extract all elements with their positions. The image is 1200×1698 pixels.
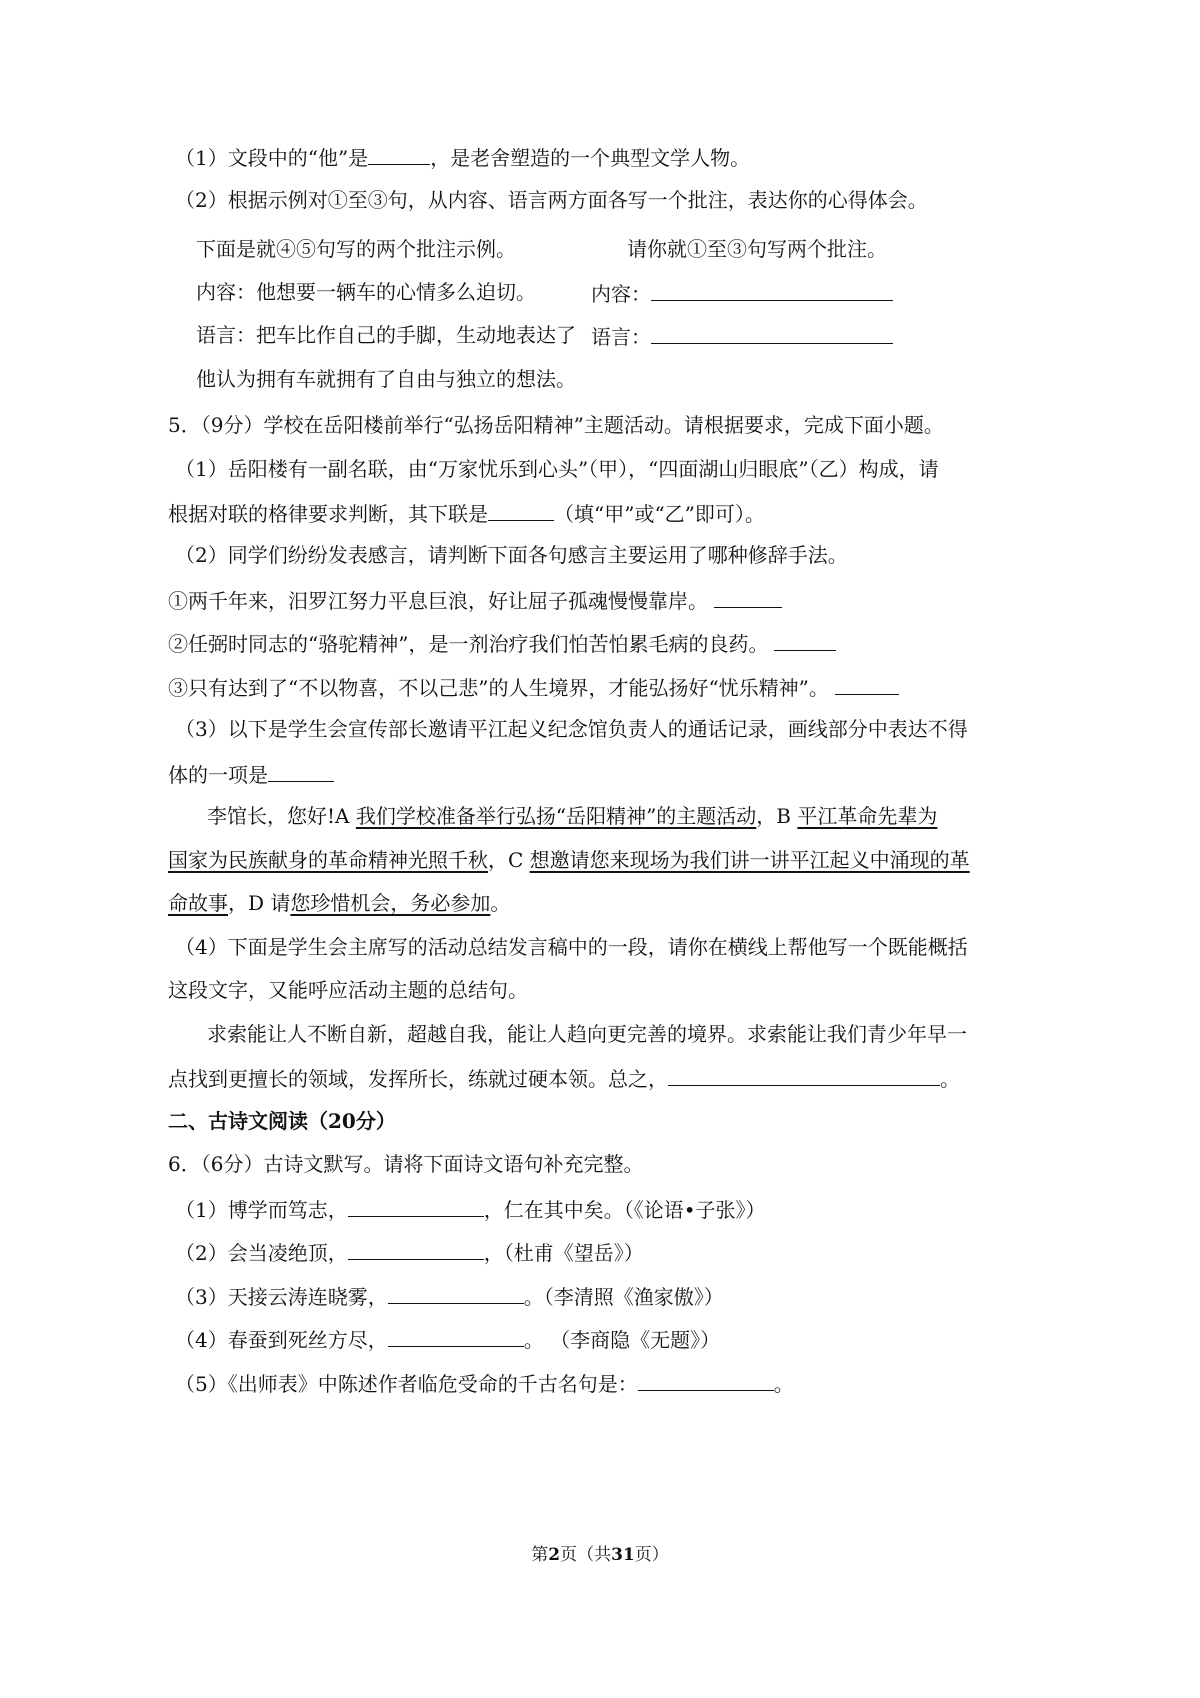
q6-item-text: （2）会当凌绝顶， <box>175 1241 348 1265</box>
answer-language <box>591 321 893 351</box>
dialog-text: ，C <box>488 848 530 872</box>
answer-blank[interactable] <box>835 672 899 695</box>
poem-blank[interactable] <box>348 1194 484 1217</box>
answer-blank[interactable] <box>714 585 782 608</box>
q4-sub1-text: （1）文段中的“他”是 <box>175 146 369 170</box>
footer-text: 页（共 <box>560 1545 612 1565</box>
q5-sub1-text: 根据对联的格律要求判断，其下联是 <box>168 502 488 526</box>
q5-item3-text: ③只有达到了“不以物喜，不以己悲”的人生境界，才能弘扬好“忧乐精神”。 <box>168 676 829 700</box>
footer-text: 第 <box>531 1545 549 1565</box>
poem-blank[interactable] <box>348 1237 484 1260</box>
example-language-cont: 他认为拥有车就拥有了自由与独立的想法。 <box>196 367 576 391</box>
underlined-option-b: 平江革命先辈为 <box>797 804 938 828</box>
dialog-text: 。 <box>490 891 511 915</box>
answer-language-label: 语言： <box>591 325 651 349</box>
q5-item1 <box>168 585 782 615</box>
answer-blank[interactable] <box>774 628 836 651</box>
underlined-option-c-cont: 命故事 <box>168 891 228 915</box>
passage-line2 <box>168 1063 960 1093</box>
q6-item3 <box>175 1281 724 1311</box>
page-footer <box>0 1543 1200 1567</box>
summary-blank[interactable] <box>668 1063 940 1086</box>
q5-sub3-text: 体的一项是 <box>168 763 268 787</box>
page-number: 2 <box>548 1545 561 1565</box>
q6-item-text: ，仁在其中矣。（《论语•子张》） <box>483 1198 766 1222</box>
underlined-option-c: 想邀请您来现场为我们讲一讲平江起义中涌现的革 <box>529 848 970 872</box>
answer-content <box>591 278 893 308</box>
answer-blank[interactable] <box>268 759 334 782</box>
q5-item1-text: ①两千年来，汨罗江努力平息巨浪，好让屈子孤魂慢慢靠岸。 <box>168 589 708 613</box>
answer-blank[interactable] <box>368 142 430 165</box>
task-intro: 请你就①至③句写两个批注。 <box>627 237 887 261</box>
footer-text: 页） <box>634 1545 669 1565</box>
underlined-option-b-cont: 国家为民族献身的革命精神光照千秋 <box>168 848 488 872</box>
q5-sub1-line2 <box>168 498 765 528</box>
q6-item-text: 。（李清照《渔家傲》） <box>523 1285 724 1309</box>
q5-item3 <box>168 672 899 702</box>
answer-blank[interactable] <box>488 498 554 521</box>
dialog-text: ，B <box>756 804 798 828</box>
example-intro: 下面是就④⑤句写的两个批注示例。 <box>196 237 516 261</box>
underlined-option-a: 我们学校准备举行弘扬“岳阳精神”的主题活动 <box>355 804 757 828</box>
dialog-line3 <box>168 889 510 917</box>
q5-sub4-line1: （4）下面是学生会主席写的活动总结发言稿中的一段，请你在横线上帮他写一个既能概括 <box>175 935 968 959</box>
dialog-line2 <box>168 846 970 874</box>
q5-stem: 5．（9分）学校在岳阳楼前举行“弘扬岳阳精神”主题活动。请根据要求，完成下面小题。 <box>168 413 944 437</box>
answer-language-blank[interactable] <box>651 321 893 344</box>
example-content: 内容：他想要一辆车的心情多么迫切。 <box>196 280 536 304</box>
poem-blank[interactable] <box>388 1281 524 1304</box>
q6-item-text: （3）天接云涛连晓雾， <box>175 1285 388 1309</box>
poem-blank[interactable] <box>388 1324 524 1347</box>
q6-item1 <box>175 1194 766 1224</box>
q6-item2 <box>175 1237 644 1267</box>
answer-content-blank[interactable] <box>651 278 893 301</box>
q4-sub1-text-end: ，是老舍塑造的一个典型文学人物。 <box>430 146 751 170</box>
q6-item-text: 。 （李商隐《无题》） <box>523 1328 721 1352</box>
q6-item5 <box>175 1368 794 1398</box>
q5-sub1-line1: （1）岳阳楼有一副名联，由“万家忧乐到心头”（甲），“四面湖山归眼底”（乙）构成，请 <box>175 457 939 481</box>
q5-sub4-line2: 这段文字，又能呼应活动主题的总结句。 <box>168 978 528 1002</box>
poem-blank[interactable] <box>638 1368 774 1391</box>
underlined-option-d: 您珍惜机会，务必参加 <box>290 891 491 915</box>
q5-sub3-line1: （3）以下是学生会宣传部长邀请平江起义纪念馆负责人的通话记录，画线部分中表达不得 <box>175 717 968 741</box>
q5-item2 <box>168 628 836 658</box>
dialog-text: ，D 请 <box>228 891 291 915</box>
dialog-text: 李馆长，您好!A <box>207 804 356 828</box>
q5-sub1-text-end: （填“甲”或“乙”即可）。 <box>554 502 765 526</box>
q6-item-text: （5）《出师表》中陈述作者临危受命的千古名句是： <box>175 1372 638 1396</box>
q5-sub3-line2 <box>168 759 334 789</box>
q4-sub2: （2）根据示例对①至③句，从内容、语言两方面各写一个批注，表达你的心得体会。 <box>175 188 928 212</box>
section-heading: 二、古诗文阅读（20分） <box>168 1109 396 1133</box>
q6-item-text: ，（杜甫《望岳》） <box>483 1241 644 1265</box>
q5-sub2: （2）同学们纷纷发表感言，请判断下面各句感言主要运用了哪种修辞手法。 <box>175 543 848 567</box>
dialog-line1 <box>207 802 937 830</box>
q4-sub1 <box>175 142 750 172</box>
q6-item-text: （4）春蚕到死丝方尽， <box>175 1328 388 1352</box>
q6-stem: 6．（6分）古诗文默写。请将下面诗文语句补充完整。 <box>168 1152 644 1176</box>
example-language: 语言：把车比作自己的手脚，生动地表达了 <box>196 323 576 347</box>
passage-text: 点找到更擅长的领域，发挥所长，练就过硬本领。总之， <box>168 1067 668 1091</box>
passage-line1: 求索能让人不断自新，超越自我，能让人趋向更完善的境界。求索能让我们青少年早一 <box>207 1022 967 1046</box>
answer-content-label: 内容： <box>591 282 651 306</box>
q6-item-text: （1）博学而笃志， <box>175 1198 348 1222</box>
total-pages: 31 <box>611 1545 635 1565</box>
q6-item4 <box>175 1324 720 1354</box>
q6-item-text: 。 <box>773 1372 794 1396</box>
q5-item2-text: ②任弼时同志的“骆驼精神”，是一剂治疗我们怕苦怕累毛病的良药。 <box>168 632 769 656</box>
passage-text-end: 。 <box>940 1067 960 1091</box>
